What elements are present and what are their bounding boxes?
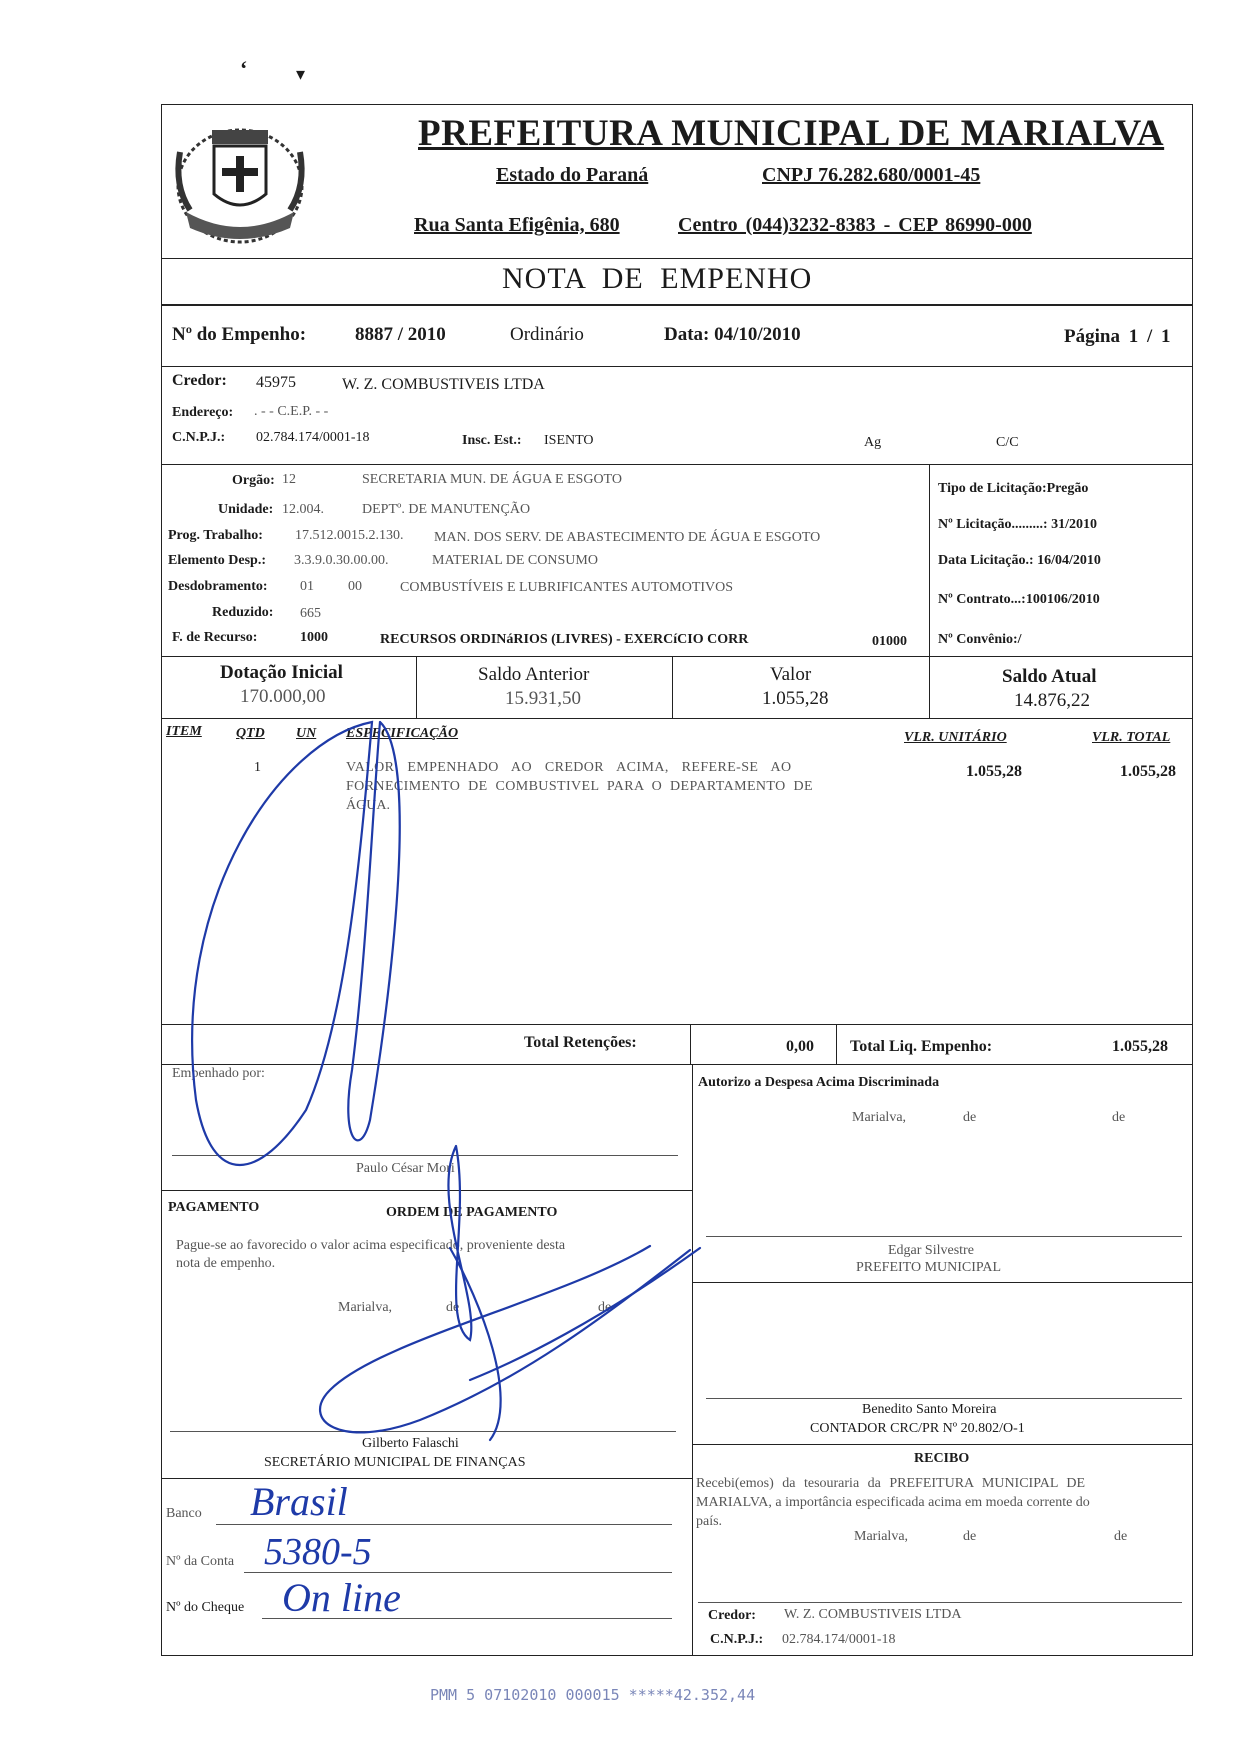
signature-line [170,1431,676,1432]
conta-value: 5380-5 [264,1531,372,1573]
payment-de-1: de [446,1300,460,1315]
header-cnpj: CNPJ 76.282.680/0001-45 [762,164,981,186]
cheque-value: On line [282,1575,401,1620]
empenhado-name: Paulo César Mori [356,1161,455,1176]
row-vlr-total: 1.055,28 [1120,763,1176,780]
payment-place: Marialva, [338,1300,393,1315]
empenho-kind: Ordinário [510,324,584,345]
ordem-label: ORDEM DE PAGAMENTO [386,1205,558,1220]
signature-divider [692,1064,693,1656]
recurso-code: 1000 [300,630,328,645]
endereco-label: Endereço: [172,405,234,420]
empenho-label: Nº do Empenho: [172,324,307,345]
orgao-label: Orgão: [232,473,275,488]
cnpj-label: C.N.P.J.: [172,430,226,445]
desdob-code-2: 00 [348,579,362,594]
signature-line [172,1155,678,1156]
recibo-place: Marialva, [854,1529,909,1544]
signature-line [698,1602,1182,1603]
recibo-text-line-1: Recebi(emos) da tesouraria da PREFEITURA MUNICIPAL DE [696,1476,1086,1491]
balance-divider [416,656,417,718]
empenho-number: 8887 / 2010 [355,324,446,345]
row-desc-line-3: ÁGUA. [346,798,390,813]
divider [161,1024,1193,1025]
recurso-code-2: 01000 [872,634,907,649]
contador-name: Benedito Santo Moreira [862,1402,997,1417]
licitacao-data: Data Licitação.: 16/04/2010 [938,553,1101,568]
saldo-atual-label: Saldo Atual [1002,666,1097,687]
budget-divider [929,464,930,656]
header-address: Rua Santa Efigênia, 680 [414,214,620,236]
saldo-atual-value: 14.876,22 [1014,690,1090,711]
desdob-label: Desdobramento: [168,579,268,594]
col-header-un: UN [296,726,317,741]
saldo-anterior-label: Saldo Anterior [478,664,590,685]
col-header-vlr-unit: VLR. UNITÁRIO [904,730,1007,745]
insc-value: ISENTO [544,433,594,448]
desdob-name: COMBUSTÍVEIS E LUBRIFICANTES AUTOMOTIVOS [400,580,734,595]
prog-name: MAN. DOS SERV. DE ABASTECIMENTO DE ÁGUA E ESGOTO [434,530,821,545]
empenhado-label: Empenhado por: [172,1066,265,1081]
saldo-anterior-value: 15.931,50 [505,688,581,709]
divider [161,258,1193,259]
dotacao-label: Dotação Inicial [220,662,343,683]
autorizo-de-2: de [1112,1110,1126,1125]
autorizo-label: Autorizo a Despesa Acima Discriminada [698,1075,940,1090]
page-number: Página 1 / 1 [1064,326,1171,347]
state-name: Estado do Paraná [496,164,649,186]
prefeito-title: PREFEITO MUNICIPAL [856,1260,1002,1275]
endereco-value: . - - C.E.P. - - [254,404,329,419]
cnpj-value: 02.784.174/0001-18 [256,430,370,445]
cc-label: C/C [996,435,1019,450]
doc-type-title: NOTA DE EMPENHO [502,262,813,295]
divider [161,1190,692,1191]
pagamento-label: PAGAMENTO [168,1200,260,1215]
licitacao-contrato: Nº Contrato...:100106/2010 [938,592,1100,607]
elemento-name: MATERIAL DE CONSUMO [432,553,598,568]
unidade-code: 12.004. [282,502,324,517]
credor-code: 45975 [256,374,296,391]
empenho-date: Data: 04/10/2010 [664,324,801,345]
contador-title: CONTADOR CRC/PR Nº 20.802/O-1 [810,1421,1025,1436]
divider [161,1064,1193,1065]
page-title: PREFEITURA MUNICIPAL DE MARIALVA [418,113,1165,154]
col-header-qtd: QTD [236,726,265,741]
orgao-code: 12 [282,472,296,487]
col-header-item: ITEM [166,724,202,739]
licitacao-convenio: Nº Convênio:/ [938,632,1022,647]
recibo-de-2: de [1114,1529,1128,1544]
cheque-label: Nº do Cheque [166,1600,245,1615]
signature-line [706,1398,1182,1399]
recibo-title: RECIBO [914,1451,970,1466]
reduzido-value: 665 [300,606,321,621]
row-desc-line-1: VALOR EMPENHADO AO CREDOR ACIMA, REFERE-SE AO [346,760,792,775]
corner-mark: ʻ [240,56,248,81]
elemento-label: Elemento Desp.: [168,553,266,568]
divider [161,304,1193,306]
totals-divider [690,1024,691,1064]
licitacao-numero: Nº Licitação.........: 31/2010 [938,517,1097,532]
reduzido-label: Reduzido: [212,605,274,620]
divider [161,656,1193,657]
credor-label: Credor: [172,372,227,389]
retencoes-value: 0,00 [786,1038,814,1055]
valor-value: 1.055,28 [762,688,829,709]
col-header-vlr-total: VLR. TOTAL [1092,730,1171,745]
retencoes-label: Total Retenções: [524,1034,637,1051]
row-desc-line-2: FORNECIMENTO DE COMBUSTIVEL PARA O DEPARTAMENTO DE [346,779,814,794]
row-vlr-unit: 1.055,28 [966,763,1022,780]
banco-label: Banco [166,1506,202,1521]
corner-mark-2: ▾ [296,64,306,84]
secretario-name: Gilberto Falaschi [362,1436,459,1451]
col-header-espec: ESPECIFICAÇÃO [346,726,459,741]
orgao-name: SECRETARIA MUN. DE ÁGUA E ESGOTO [362,472,622,487]
autorizo-place: Marialva, [852,1110,907,1125]
prog-label: Prog. Trabalho: [168,528,263,543]
authentication-stamp: PMM 5 07102010 000015 *****42.352,44 [430,1686,756,1704]
divider [692,1282,1193,1283]
divider [161,718,1193,719]
autorizo-de-1: de [963,1110,977,1125]
payment-text-line-2: nota de empenho. [176,1256,276,1271]
liq-label: Total Liq. Empenho: [850,1038,993,1055]
payment-text-line-1: Pague-se ao favorecido o valor acima especificado, proveniente desta [176,1238,566,1253]
unidade-name: DEPTº. DE MANUTENÇÃO [362,502,531,517]
coat-of-arms-logo [166,112,314,252]
recurso-name: RECURSOS ORDINáRIOS (LIVRES) - EXERCíCIO CORR [380,632,749,647]
prog-code: 17.512.0015.2.130. [295,528,404,543]
divider [692,1444,1193,1445]
divider [161,1478,692,1479]
conta-label: Nº da Conta [166,1554,235,1569]
banco-value: Brasil [250,1479,348,1524]
recurso-label: F. de Recurso: [172,630,258,645]
recibo-credor-value: W. Z. COMBUSTIVEIS LTDA [784,1607,962,1622]
recibo-text-line-2: MARIALVA, a importância especificada acima em moeda corrente do [696,1495,1090,1510]
totals-divider [836,1024,837,1064]
elemento-code: 3.3.9.0.30.00.00. [294,553,389,568]
recibo-cnpj-label: C.N.P.J.: [710,1632,764,1647]
balance-divider [672,656,673,718]
recibo-credor-label: Credor: [708,1608,756,1623]
valor-label: Valor [770,664,812,685]
ag-label: Ag [864,435,882,450]
prefeito-name: Edgar Silvestre [888,1243,974,1258]
header-contact: Centro (044)3232-8383 - CEP 86990-000 [678,214,1032,236]
credor-name: W. Z. COMBUSTIVEIS LTDA [342,376,545,393]
balance-divider [929,656,930,718]
secretario-title: SECRETÁRIO MUNICIPAL DE FINANÇAS [264,1455,526,1470]
recibo-text-line-3: país. [696,1514,723,1529]
liq-value: 1.055,28 [1112,1038,1168,1055]
dotacao-value: 170.000,00 [240,686,326,707]
payment-de-2: de [598,1300,612,1315]
unidade-label: Unidade: [218,502,274,517]
divider [161,464,1193,465]
recibo-de-1: de [963,1529,977,1544]
licitacao-tipo: Tipo de Licitação:Pregão [938,481,1089,496]
recibo-cnpj-value: 02.784.174/0001-18 [782,1632,896,1647]
signature-line [706,1236,1182,1237]
insc-label: Insc. Est.: [462,433,522,448]
divider [161,366,1193,367]
desdob-code-1: 01 [300,579,314,594]
row-qtd: 1 [254,760,261,775]
